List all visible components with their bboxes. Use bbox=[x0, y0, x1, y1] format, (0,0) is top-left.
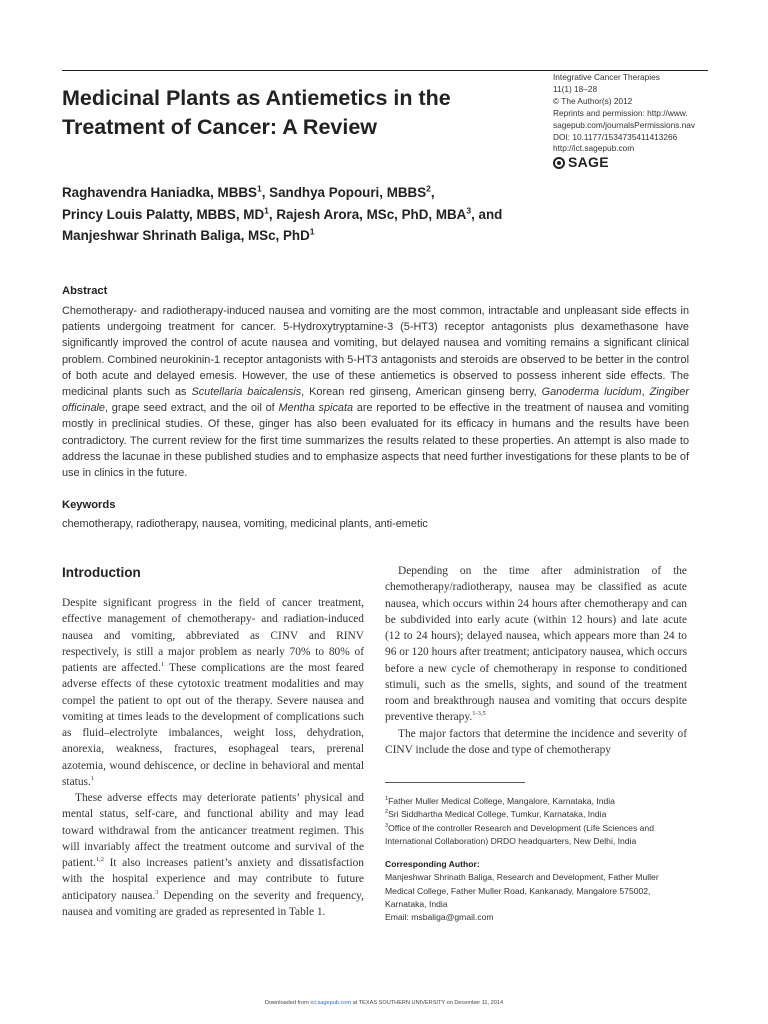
affiliation: $^3$Office of the controller Research and Development (Life Sciences and International Collaboration) DRDO headquarters, New Delhi, India bbox=[385, 822, 654, 846]
download-notice: Downloaded from ict.sagepub.com at TEXAS SOUTHERN UNIVERSITY on December 11, 2014 bbox=[264, 1000, 504, 1006]
author: Raghavendra Haniadka, MBBS$^1$, bbox=[62, 183, 270, 200]
footnote-rule bbox=[385, 782, 525, 783]
left-column bbox=[62, 595, 364, 920]
journal-issue: 11(1) 18–28 bbox=[553, 83, 598, 94]
download-link[interactable]: ict.sagepub.com bbox=[310, 1000, 352, 1006]
article-title: Medicinal Plants as Antiemetics in the Treatment of Cancer: A Review bbox=[62, 86, 451, 139]
abstract-heading: Abstract bbox=[62, 285, 108, 297]
sage-logo-icon bbox=[553, 157, 565, 169]
journal-name: Integrative Cancer Therapies bbox=[553, 72, 660, 82]
paragraph: The major factors that determine the incidence and severity of CINV include the dose and type of chemotherapy bbox=[385, 727, 687, 756]
paragraph: Depending on the time after administration of the chemotherapy/radiotherapy, nausea may be classified as acute nausea, which occurs within 24 hours after chemotherapy and can be subdivided into early acute (within 12 hours) and late acute (12 to 24 hours); delayed nausea, which appears more than 24 to 96 or 120 hours after treatment; anticipatory nausea, which occurs before a new cycle of chemotherapy in response to conditioned stimuli, such as the smells, sights, and sound of the treatment room and breakthrough nausea and vomiting that occurs despite preventive therapy.$^{1-3,5}$ bbox=[385, 565, 687, 724]
journal-url[interactable]: http://ict.sagepub.com bbox=[553, 143, 635, 154]
journal-info bbox=[553, 72, 723, 169]
introduction-heading: Introduction bbox=[62, 565, 141, 580]
abstract-text: Chemotherapy- and radiotherapy-induced nausea and vomiting are the most common, intractable and unpleasant side effects in patients undergoing treatment for cancer. 5-Hydroxytryptamine-3 (5-HT3) receptor antagonists plus dexamethasone have significantly improved the control of acute nausea and vomiting, but delayed nausea and vomiting remains a significant clinical problem. Combined neurokinin-1 receptor antagonists with 5-HT3 antagonists and steroids are observed to be better in the control of both acute and delayed emesis. However, the use of these antiemetics is observed to possess inherent side effects. The medicinal plants such as Scutellaria baicalensis, Korean red ginseng, American ginseng berry, Ganoderma lucidum, Zingiber officinale, grape seed extract, and the oil of Mentha spicata are reported to be effective in the treatment of nausea and vomiting mostly in preclinical studies. Of these, ginger has also been evaluated for its efficacy in humans and the results have been contradictory. The current review for the first time summarizes the results related to these properties. An attempt is also made to address the lacunae in these published studies and to emphasize aspects that need further investigations for these plants to be of use in clinics in the future. bbox=[62, 305, 689, 480]
author: Rajesh Arora, MSc, PhD, MBA$^3$, and bbox=[276, 205, 503, 222]
footnotes bbox=[385, 795, 690, 925]
sage-logo-text: SAGE bbox=[568, 154, 609, 171]
author: Manjeshwar Shrinath Baliga, MSc, PhD$^1$ bbox=[62, 226, 315, 243]
keywords-text: chemotherapy, radiotherapy, nausea, vomiting, medicinal plants, anti-emetic bbox=[62, 518, 428, 530]
paragraph: Despite significant progress in the field of cancer treatment, effective management of chemotherapy- and radiation-induced nausea and vomiting, abbreviated as CINV and RINV respectively, is still a major problem as nearly 70% to 80% of patients are affected.$^1$ These complications are the most feared adverse effects of these cytotoxic treatment modalities and may compel the patient to opt out of the therapy. Severe nausea and vomiting at times leads to the development of complications such as fluid–electrolyte imbalances, weight loss, dehydration, anorexia, weakness, fractures, esophageal tears, prerenal azotemia, wound dehiscence, or decline in behavioral and mental status.$^1$ bbox=[62, 597, 364, 788]
corresponding-author-address: Manjeshwar Shrinath Baliga, Research and Development, Father Muller Medical College, Father Muller Road, Kankanady, Mangalore 575002, Karnataka, India bbox=[385, 872, 659, 910]
corresponding-author-email[interactable]: Email: msbaliga@gmail.com bbox=[385, 912, 494, 923]
affiliation: $^2$Sri Siddhartha Medical College, Tumkur, Karnataka, India bbox=[385, 809, 607, 820]
author: Princy Louis Palatty, MBBS, $MD^1$, bbox=[62, 205, 277, 222]
doi: DOI: 10.1177/1534735411413266 bbox=[553, 131, 678, 142]
reprints-link[interactable]: sagepub.com/journalsPermissions.nav bbox=[553, 119, 696, 130]
reprints-info: Reprints and permission: http://www. bbox=[553, 107, 688, 118]
corresponding-author-heading: Corresponding Author: bbox=[385, 859, 480, 870]
keywords-heading: Keywords bbox=[62, 499, 116, 511]
author-list bbox=[62, 182, 702, 247]
right-column bbox=[385, 563, 687, 758]
author: Sandhya Popouri, MBBS$^2$, bbox=[269, 183, 435, 200]
copyright: © The Author(s) 2012 bbox=[553, 95, 633, 106]
sage-logo bbox=[553, 154, 723, 171]
paragraph: These adverse effects may deteriorate patients’ physical and mental status, self-care, and functional ability and may lead toward withdrawal from the anticancer treatment regimen. This will invariably affect the treatment outcome and survival of the patient.$^{1,2}$ It also increases patient’s anxiety and dissatisfaction with the hospital experience and may contribute to future anticipatory nausea.$^3$ Depending on the severity and frequency, nausea and vomiting are graded as represented in Table 1. bbox=[62, 792, 364, 918]
header-rule bbox=[62, 70, 708, 71]
affiliation: $^1$Father Muller Medical College, Mangalore, Karnataka, India bbox=[385, 796, 615, 806]
